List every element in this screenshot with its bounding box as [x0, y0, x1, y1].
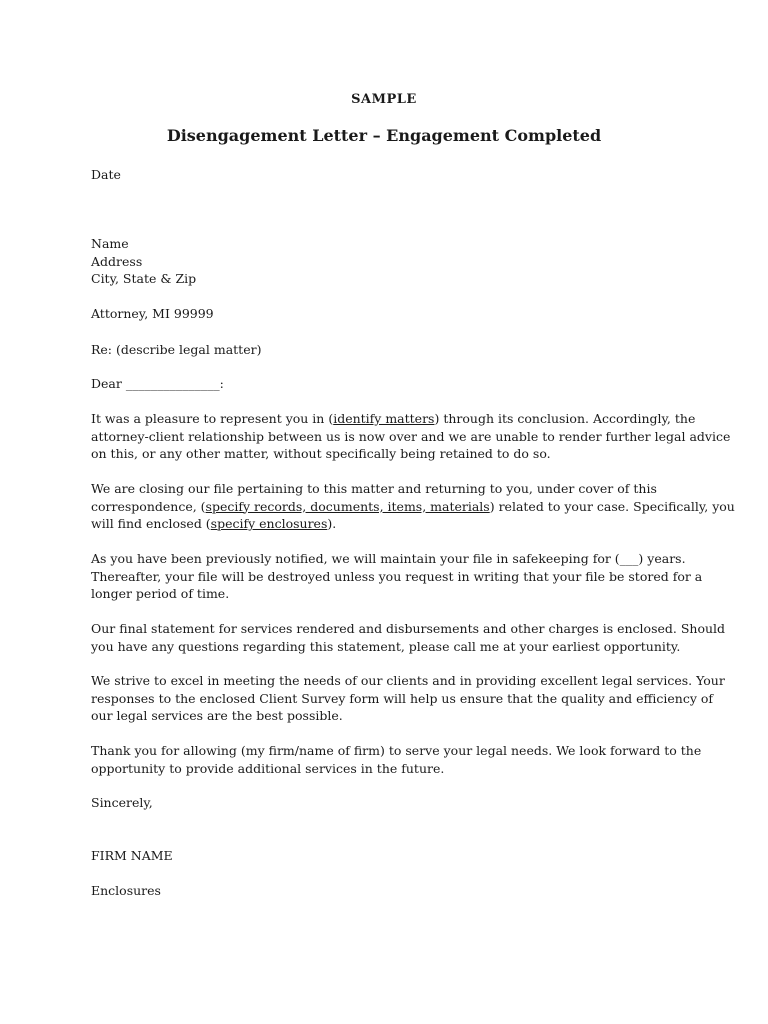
- recipient-block: [91, 235, 691, 288]
- recipient-city-state-zip: City, State & Zip: [91, 271, 197, 286]
- paragraph-2-line-2: [91, 498, 735, 516]
- paragraph-6-line-1: Thank you for allowing (my firm/name of firm) to serve your legal needs. We look forward to the: [91, 743, 702, 758]
- date-line: [91, 166, 691, 184]
- paragraph-2: [91, 480, 735, 533]
- salutation: [91, 375, 691, 393]
- location-text: Attorney, MI 99999: [91, 306, 214, 321]
- paragraph-4: [91, 620, 726, 655]
- text-segment: correspondence, (: [91, 498, 206, 514]
- paragraph-3: [91, 550, 703, 603]
- letter-title: Disengagement Letter – Engagement Completed: [166, 126, 602, 145]
- closing: [91, 794, 691, 812]
- paragraph-5-line-1: We strive to excel in meeting the needs of our clients and in providing excellent legal services. Your: [91, 673, 725, 688]
- enclosures-text: Enclosures: [91, 883, 161, 898]
- firm-name-text: FIRM NAME: [91, 848, 173, 863]
- paragraph-6-line-2: opportunity to provide additional services in the future.: [91, 760, 445, 776]
- text-segment: ).: [327, 516, 337, 531]
- re-line: [91, 341, 691, 359]
- recipient-name: Name: [91, 236, 129, 251]
- text-segment: ) related to your case. Specifically, you: [489, 498, 735, 514]
- salutation-text: Dear _______________:: [91, 376, 224, 391]
- text-segment: will find enclosed (: [91, 516, 211, 531]
- recipient-address: Address: [91, 253, 143, 269]
- re-text: Re: (describe legal matter): [91, 342, 262, 357]
- placeholder-specify-enclosures: specify enclosures: [210, 516, 328, 531]
- paragraph-2-line-1: We are closing our file pertaining to this matter and returning to you, under cover of this: [91, 481, 657, 496]
- paragraph-1-line-2: attorney-client relationship between us is now over and we are unable to render further legal advice: [91, 428, 731, 444]
- text-segment: It was a pleasure to represent you in (: [91, 411, 334, 426]
- paragraph-5: [91, 672, 725, 725]
- paragraph-3-line-3: longer period of time.: [91, 586, 230, 601]
- paragraph-6: [91, 742, 702, 777]
- paragraph-3-line-2: Thereafter, your file will be destroyed unless you request in writing that your file be stored for a: [91, 568, 703, 584]
- date-text: Date: [91, 167, 121, 182]
- firm-name: [91, 847, 691, 865]
- paragraph-1-line-3: on this, or any other matter, without specifically being retained to do so.: [91, 446, 551, 461]
- sample-heading: SAMPLE: [351, 92, 417, 107]
- paragraph-3-line-1: As you have been previously notified, we will maintain your file in safekeeping for (___) years.: [91, 551, 686, 566]
- paragraph-5-line-2: responses to the enclosed Client Survey form will help us ensure that the quality and efficiency of: [91, 690, 714, 706]
- text-segment: ) through its conclusion. Accordingly, the: [434, 411, 696, 426]
- paragraph-5-line-3: our legal services are the best possible.: [91, 708, 343, 723]
- paragraph-4-line-2: you have any questions regarding this statement, please call me at your earliest opportunity.: [91, 638, 681, 654]
- paragraph-2-line-3: [91, 515, 691, 533]
- enclosures: [91, 882, 691, 900]
- paragraph-1-line-1: [91, 410, 696, 428]
- placeholder-specify-records: specify records, documents, items, materials: [205, 498, 490, 514]
- paragraph-4-line-1: Our final statement for services rendered and disbursements and other charges is enclosed. Should: [91, 621, 726, 636]
- paragraph-1: [91, 410, 731, 463]
- placeholder-identify-matters: identify matters: [333, 411, 435, 426]
- sender-location: [91, 305, 691, 323]
- closing-text: Sincerely,: [91, 795, 153, 810]
